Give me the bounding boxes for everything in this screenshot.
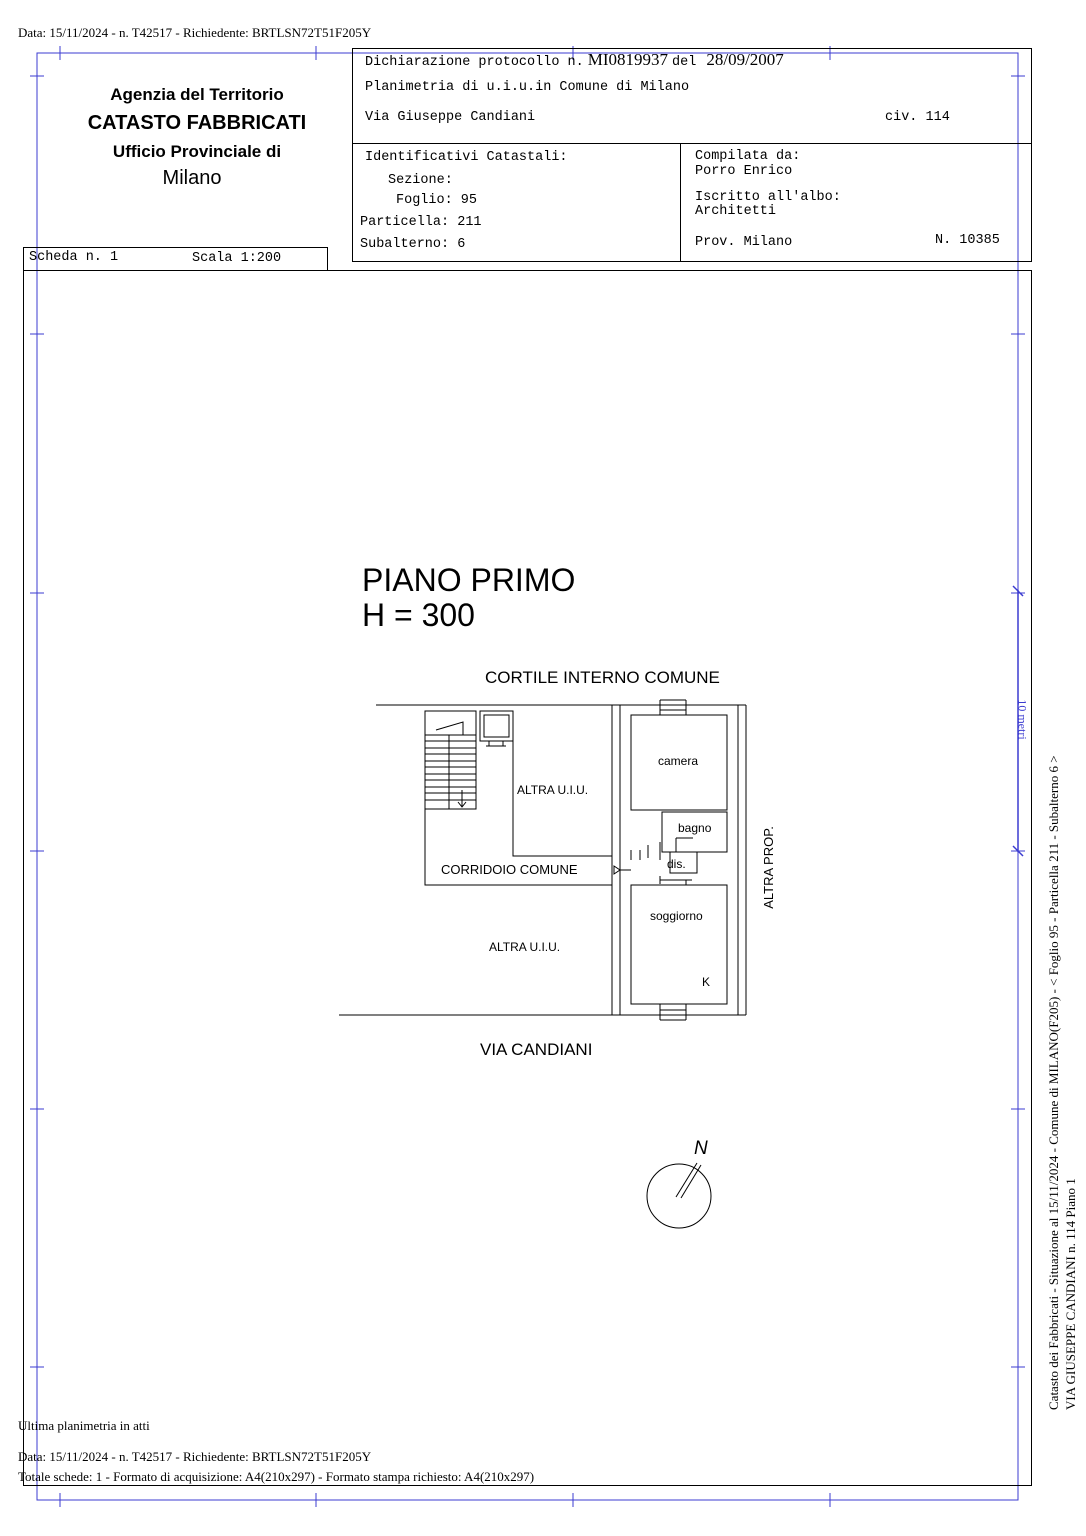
compiler-name: Porro Enrico: [695, 164, 793, 179]
foglio-field: Foglio: 95: [396, 193, 478, 208]
other-unit-label-upper: ALTRA U.I.U.: [517, 783, 589, 797]
street-line: Via Giuseppe Candiani: [365, 110, 536, 125]
kitchen-marker: K: [702, 975, 711, 989]
footer-request-line: Data: 15/11/2024 - n. T42517 - Richiedente: BRTLSN72T51F205Y: [18, 1449, 372, 1464]
courtyard-label: CORTILE INTERNO COMUNE: [485, 668, 720, 687]
floor-height: H = 300: [362, 597, 475, 633]
scale-bar-label: 10 metri: [1015, 699, 1030, 740]
footer-last-plan: Ultima planimetria in atti: [18, 1418, 150, 1433]
neighbor-property-label: ALTRA PROP.: [760, 826, 776, 909]
scheda-number: Scheda n. 1: [29, 250, 119, 265]
declaration-del: del: [672, 55, 697, 70]
albo-value: Architetti: [695, 204, 777, 219]
floor-title: PIANO PRIMO: [362, 562, 576, 598]
declaration-date: 28/09/2007: [706, 50, 784, 69]
particella-field: Particella: 211: [360, 215, 482, 230]
declaration-label: Dichiarazione protocollo n.: [365, 55, 584, 70]
compilata-label: Compilata da:: [695, 149, 801, 164]
albo-label: Iscritto all'albo:: [695, 190, 841, 205]
catasto-title: CATASTO FABBRICATI: [87, 112, 307, 134]
header-request-line: Data: 15/11/2024 - n. T42517 - Richiedente: BRTLSN72T51F205Y: [18, 25, 372, 40]
other-unit-label-lower: ALTRA U.I.U.: [489, 940, 561, 954]
room-soggiorno: soggiorno: [650, 909, 703, 923]
footer-format-line: Totale schede: 1 - Formato di acquisizione: A4(210x297) - Formato stampa richiesto: A4(210x297): [18, 1469, 535, 1484]
north-label: N: [694, 1138, 708, 1159]
scheda-scale: Scala 1:200: [192, 251, 282, 266]
identifiers-title: Identificativi Catastali:: [365, 150, 568, 165]
room-bagno: bagno: [678, 821, 712, 835]
office-city: Milano: [162, 167, 222, 189]
civic-number: civ. 114: [885, 110, 950, 125]
room-disimpegno: dis.: [667, 857, 686, 871]
sezione-field: Sezione:: [388, 173, 453, 188]
corridor-label: CORRIDOIO COMUNE: [441, 862, 578, 877]
side-situation-text: Catasto dei Fabbricati - Situazione al 15/11/2024 - Comune di MILANO(F205) - < Foglio 95 - Particella 211 - Subalterno 6 >: [1046, 755, 1061, 1410]
registration-number: N. 10385: [935, 233, 1000, 248]
declaration-number: MI0819937: [587, 50, 669, 69]
street-label: VIA CANDIANI: [480, 1040, 593, 1059]
subalterno-field: Subalterno: 6: [360, 237, 466, 252]
north-arrow: [647, 1163, 711, 1228]
side-address-text: VIA GIUSEPPE CANDIANI n. 114 Piano 1: [1063, 1178, 1078, 1410]
prov-field: Prov. Milano: [695, 235, 793, 250]
agency-name: Agenzia del Territorio: [110, 85, 284, 104]
office-label: Ufficio Provinciale di: [112, 142, 282, 161]
planimetria-line: Planimetria di u.i.u.in Comune di Milano: [365, 80, 690, 95]
room-camera: camera: [658, 754, 699, 768]
